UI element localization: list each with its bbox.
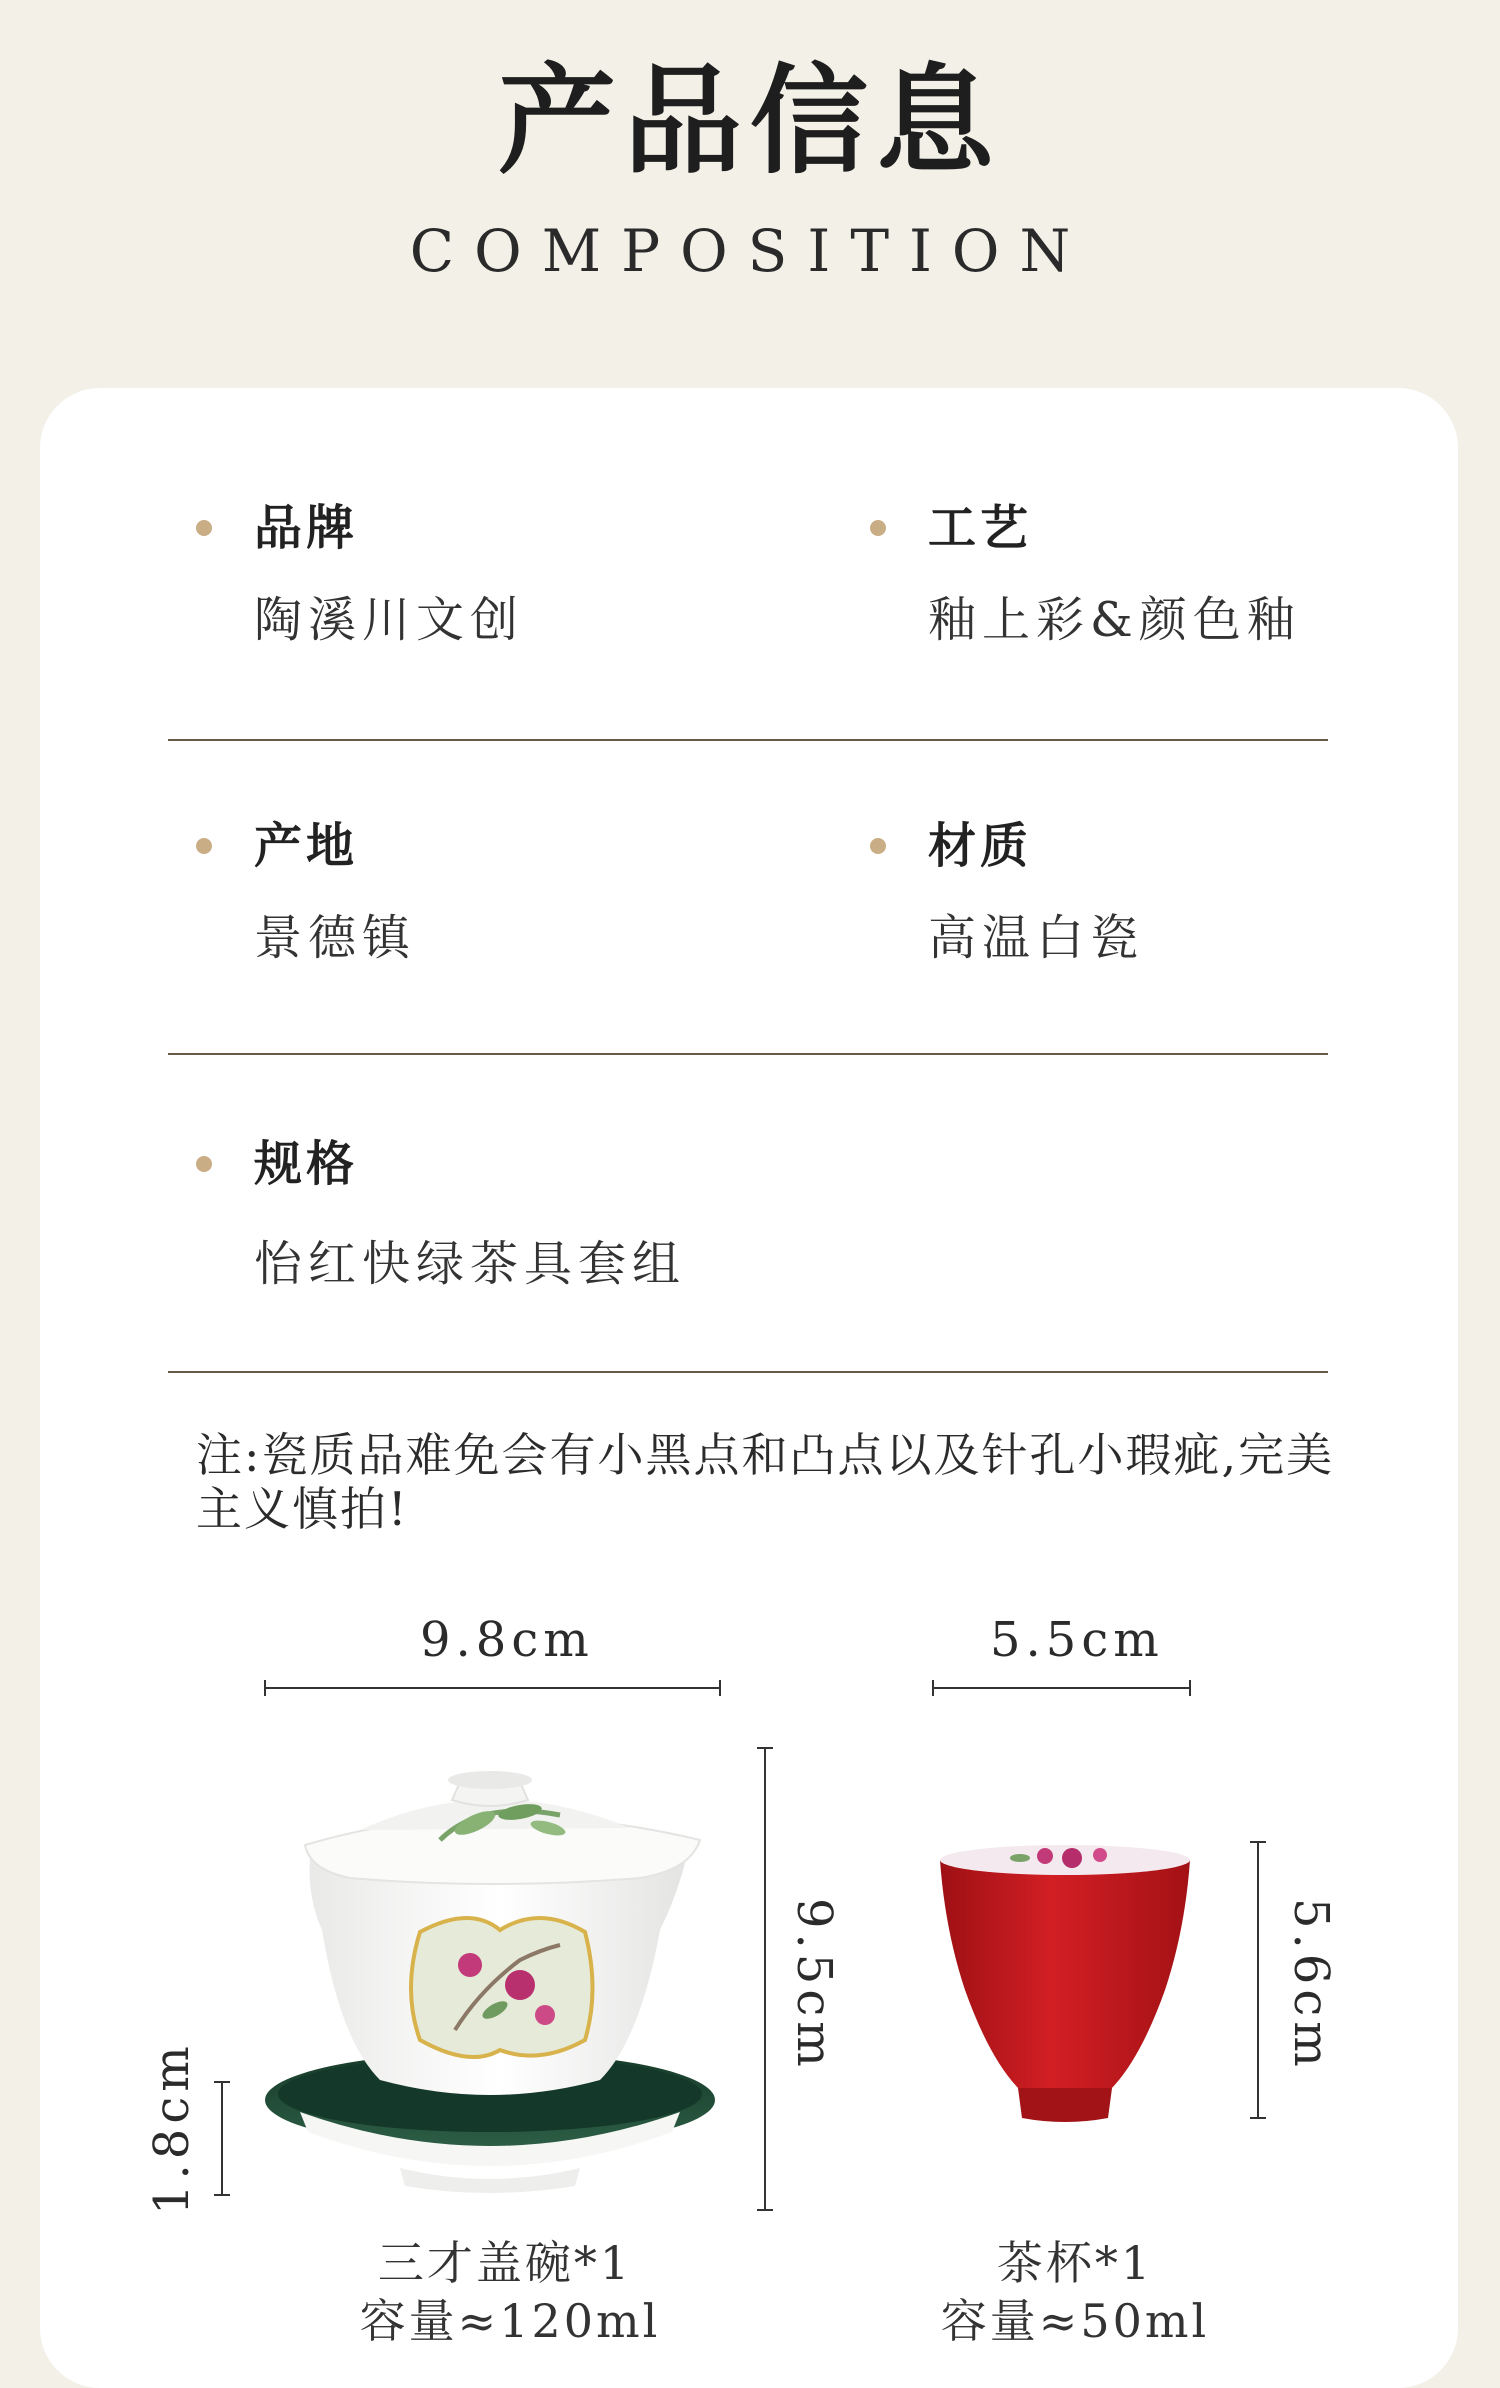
field-brand-label: 品牌 bbox=[254, 500, 359, 556]
gaiwan-height-label: 9.5cm bbox=[786, 1898, 842, 2072]
field-brand-value: 陶溪川文创 bbox=[254, 592, 525, 648]
field-origin-label: 产地 bbox=[254, 818, 359, 874]
saucer-height-label: 1.8cm bbox=[144, 2041, 200, 2215]
cup-capacity: 容量≈50ml bbox=[940, 2294, 1210, 2348]
page-subtitle: COMPOSITION bbox=[409, 217, 1091, 285]
cup-width-label: 5.5cm bbox=[990, 1612, 1164, 1668]
gaiwan-height-line bbox=[757, 1748, 773, 2210]
field-material-value: 高温白瓷 bbox=[928, 910, 1145, 966]
cup-height-line bbox=[1250, 1842, 1266, 2118]
page-title: 产品信息 bbox=[497, 51, 1002, 190]
cup-height-label: 5.6cm bbox=[1283, 1898, 1339, 2072]
gaiwan-lid-shape bbox=[305, 1771, 700, 1884]
disclaimer-note: 注:瓷质品难免会有小黑点和凸点以及针孔小瑕疵,完美主义慎拍! bbox=[196, 1428, 1335, 1537]
field-craft-label: 工艺 bbox=[928, 500, 1033, 556]
field-origin-value: 景德镇 bbox=[254, 910, 417, 966]
field-material-label: 材质 bbox=[928, 818, 1033, 874]
tea-cup-shape bbox=[940, 1845, 1190, 2122]
field-spec-label: 规格 bbox=[254, 1136, 359, 1192]
gaiwan-width-line bbox=[265, 1680, 720, 1696]
gaiwan-width-label: 9.8cm bbox=[420, 1612, 594, 1668]
saucer-height-line bbox=[214, 2082, 230, 2195]
gaiwan-capacity: 容量≈120ml bbox=[359, 2294, 661, 2348]
cup-width-line bbox=[933, 1680, 1190, 1696]
field-craft-value: 釉上彩&颜色釉 bbox=[928, 592, 1301, 648]
field-spec-value: 怡红快绿茶具套组 bbox=[254, 1236, 687, 1292]
gaiwan-caption: 三才盖碗*1 bbox=[377, 2236, 633, 2290]
cup-caption: 茶杯*1 bbox=[996, 2236, 1154, 2290]
